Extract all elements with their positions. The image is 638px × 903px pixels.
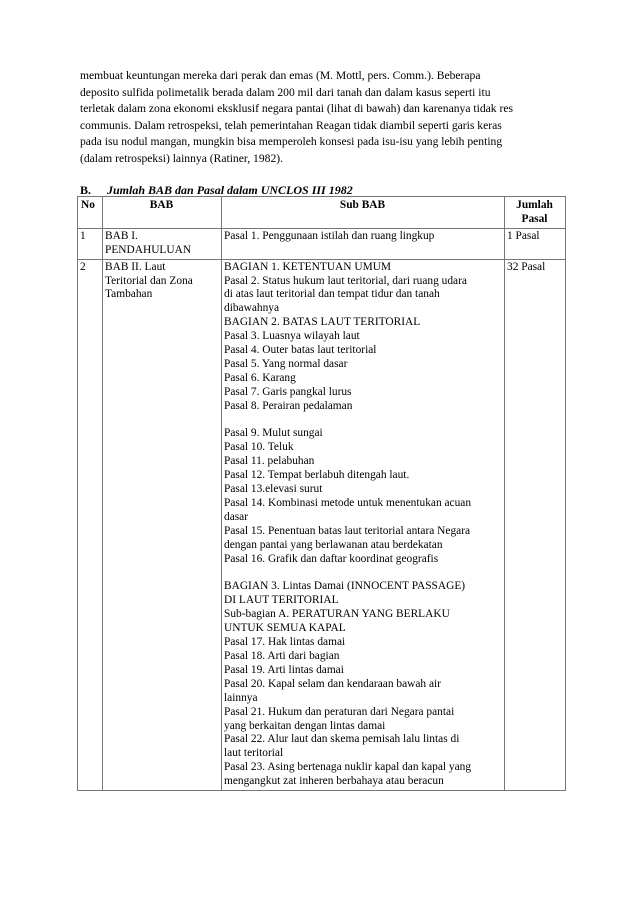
sub-bab-line: Pasal 1. Penggunaan istilah dan ruang lingkup — [224, 229, 435, 242]
sub-bab-line: Pasal 7. Garis pangkal lurus — [224, 385, 352, 398]
table-row — [78, 259, 566, 790]
paragraph-line: deposito sulfida polimetalik berada dalam 200 mil dari tanah dan dalam kasus seperti itu — [80, 85, 491, 99]
sub-bab-line: Pasal 10. Teluk — [224, 441, 294, 454]
sub-bab-line: di atas laut teritorial dan tempat tidur dan tanah — [224, 288, 440, 301]
bab-line: BAB I. — [105, 229, 138, 242]
table-header-row — [78, 197, 566, 229]
sub-bab-line: Pasal 13.elevasi surut — [224, 483, 323, 496]
sub-bab-line: Pasal 21. Hukum dan peraturan dari Negara pantai — [224, 705, 455, 718]
sub-bab-line: Pasal 4. Outer batas laut teritorial — [224, 344, 377, 357]
sub-bab-line: BAGIAN 1. KETENTUAN UMUM — [224, 260, 392, 273]
bab-line: Teritorial dan Zona — [105, 274, 193, 287]
sub-bab-line: Pasal 11. pelabuhan — [224, 455, 315, 468]
table-row — [78, 228, 566, 259]
sub-bab-line: Pasal 15. Penentuan batas laut teritorial antara Negara — [224, 524, 471, 537]
cell-bab — [103, 259, 222, 790]
section-title: Jumlah BAB dan Pasal dalam UNCLOS III 1982 — [107, 183, 353, 197]
paragraph-line: pada isu nodul mangan, mungkin bisa memperoleh konsesi pada isu-isu yang lebih penting — [80, 135, 503, 149]
cell-no: 1 — [78, 228, 103, 259]
section-heading — [80, 183, 353, 197]
paragraph-line: membuat keuntungan mereka dari perak dan emas (M. Mottl, pers. Comm.). Beberapa — [80, 69, 481, 82]
sub-bab-line: Sub-bagian A. PERATURAN YANG BERLAKU — [224, 608, 450, 621]
sub-bab-line: lainnya — [224, 691, 258, 704]
cell-sub-bab — [222, 228, 505, 259]
header-jumlah-line: Jumlah — [516, 199, 553, 211]
cell-no: 2 — [78, 259, 103, 790]
sub-bab-spacer — [224, 414, 501, 428]
cell-sub-bab — [222, 259, 505, 790]
sub-bab-line: Pasal 16. Grafik dan daftar koordinat geografis — [224, 552, 439, 565]
sub-bab-line: Pasal 6. Karang — [224, 371, 296, 384]
sub-bab-line: Pasal 2. Status hukum laut teritorial, dari ruang udara — [224, 274, 467, 287]
sub-bab-line: Pasal 14. Kombinasi metode untuk menentukan acuan — [224, 497, 472, 510]
sub-bab-line: Pasal 12. Tempat berlabuh ditengah laut. — [224, 469, 410, 482]
intro-paragraph — [80, 68, 565, 168]
cell-jumlah-pasal: 32 Pasal — [505, 259, 566, 790]
header-bab: BAB — [103, 197, 222, 229]
paragraph-line: terletak dalam zona ekonomi eksklusif negara pantai (lihat di bawah) dan karenanya tidak res — [80, 102, 513, 116]
sub-bab-line: Pasal 23. Asing bertenaga nuklir kapal dan kapal yang — [224, 761, 472, 774]
bab-line: BAB II. Laut — [105, 260, 166, 273]
header-pasal-line: Pasal — [521, 212, 548, 225]
paragraph-line: communis. Dalam retrospeksi, telah pemerintahan Reagan tidak diambil seperti garis keras — [80, 118, 502, 132]
cell-bab — [103, 228, 222, 259]
sub-bab-line: Pasal 18. Arti dari bagian — [224, 649, 340, 662]
bab-line: Tambahan — [105, 288, 153, 301]
sub-bab-line: yang berkaitan dengan lintas damai — [224, 719, 386, 732]
section-number: B. — [80, 183, 92, 197]
sub-bab-line: BAGIAN 2. BATAS LAUT TERITORIAL — [224, 316, 421, 329]
header-sub-bab: Sub BAB — [222, 197, 505, 229]
bab-pasal-table — [77, 196, 566, 791]
sub-bab-line: Pasal 5. Yang normal dasar — [224, 357, 348, 370]
sub-bab-line: Pasal 22. Alur laut dan skema pemisah lalu lintas di — [224, 733, 460, 746]
sub-bab-line: BAGIAN 3. Lintas Damai (INNOCENT PASSAGE) — [224, 580, 466, 593]
sub-bab-spacer — [224, 567, 501, 581]
sub-bab-line: mengangkut zat inheren berbahaya atau beracun — [224, 775, 444, 788]
sub-bab-line: UNTUK SEMUA KAPAL — [224, 622, 346, 635]
header-no: No — [78, 197, 103, 229]
sub-bab-line: laut teritorial — [224, 747, 284, 760]
sub-bab-line: Pasal 8. Perairan pedalaman — [224, 399, 353, 412]
sub-bab-line: DI LAUT TERITORIAL — [224, 594, 339, 607]
header-jumlah-pasal — [505, 197, 566, 229]
sub-bab-line: Pasal 19. Arti lintas damai — [224, 663, 344, 676]
sub-bab-line: Pasal 17. Hak lintas damai — [224, 636, 346, 649]
cell-jumlah-pasal: 1 Pasal — [505, 228, 566, 259]
sub-bab-line: dasar — [224, 510, 249, 523]
bab-line: PENDAHULUAN — [105, 243, 192, 256]
sub-bab-line: Pasal 9. Mulut sungai — [224, 427, 323, 440]
paragraph-line: (dalam retrospeksi) lainnya (Ratiner, 1982). — [80, 151, 284, 165]
sub-bab-line: Pasal 3. Luasnya wilayah laut — [224, 330, 360, 343]
sub-bab-line: Pasal 20. Kapal selam dan kendaraan bawah air — [224, 677, 441, 690]
sub-bab-line: dengan pantai yang berlawanan atau berdekatan — [224, 538, 443, 551]
sub-bab-line: dibawahnya — [224, 302, 280, 315]
